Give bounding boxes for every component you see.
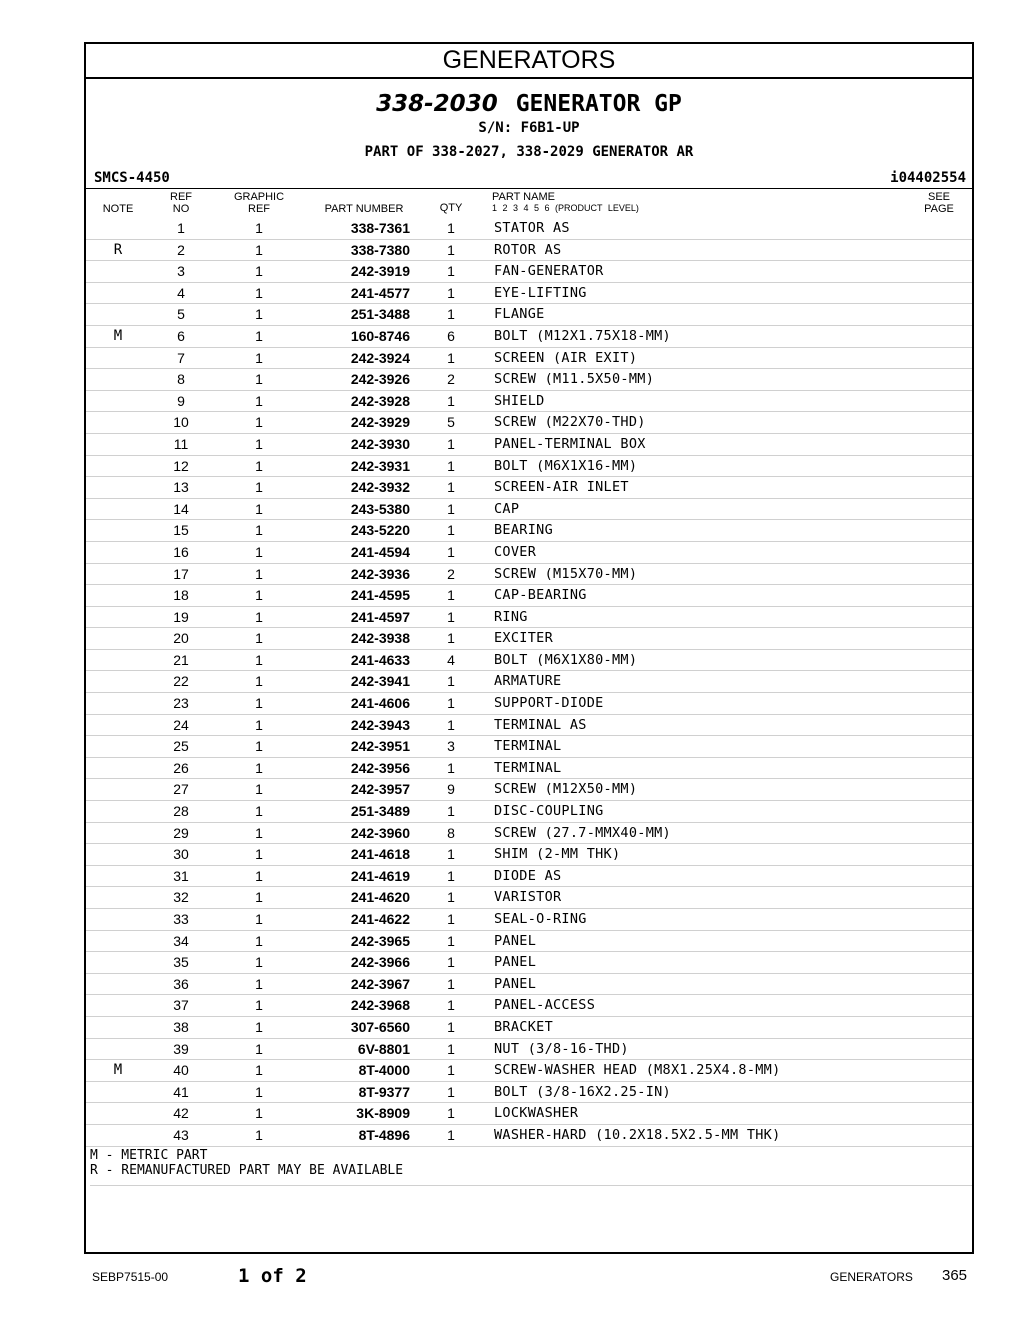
col-graphic-bottom: REF — [248, 203, 270, 215]
part-ref-no: 9 — [177, 392, 185, 409]
part-name: DIODE AS — [494, 867, 562, 884]
table-row — [86, 261, 972, 283]
table-row — [86, 952, 972, 974]
part-qty: 1 — [447, 1105, 455, 1122]
part-graphic-ref: 1 — [255, 695, 263, 712]
part-number: 242-3938 — [350, 630, 410, 647]
part-graphic-ref: 1 — [255, 1018, 263, 1035]
part-qty: 1 — [447, 608, 455, 625]
part-number: 241-4633 — [350, 651, 410, 668]
table-row — [86, 391, 972, 413]
part-ref-no: 5 — [177, 306, 185, 323]
part-qty: 1 — [447, 220, 455, 236]
part-name: FLANGE — [494, 306, 545, 323]
part-ref-no: 30 — [173, 846, 189, 863]
part-ref-no: 19 — [173, 608, 189, 625]
table-row — [86, 456, 972, 478]
part-qty: 1 — [447, 867, 455, 884]
table-row — [86, 326, 972, 348]
part-name: EYE-LIFTING — [494, 284, 587, 301]
table-row — [86, 736, 972, 758]
col-part-number: PART NUMBER — [324, 203, 404, 215]
part-qty: 1 — [447, 1126, 455, 1143]
table-row — [86, 1125, 972, 1147]
part-name: SCREW (M22X70-THD) — [494, 414, 646, 431]
part-qty: 1 — [447, 716, 455, 733]
col-see-bottom: PAGE — [924, 203, 954, 215]
part-number: 242-3930 — [350, 435, 410, 452]
smcs-row — [86, 168, 972, 189]
part-name: SCREW (M12X50-MM) — [494, 781, 638, 798]
table-row — [86, 931, 972, 953]
part-qty: 1 — [447, 435, 455, 452]
part-number: 242-3941 — [350, 673, 410, 690]
table-row — [86, 1103, 972, 1125]
part-graphic-ref: 1 — [255, 911, 263, 927]
part-number: 8T-4000 — [358, 1062, 410, 1079]
part-qty: 1 — [447, 587, 455, 604]
part-qty: 1 — [447, 630, 455, 647]
part-number: 241-4620 — [350, 889, 410, 906]
group-title — [86, 89, 972, 119]
part-name: LOCKWASHER — [494, 1105, 579, 1122]
part-graphic-ref: 1 — [255, 522, 263, 539]
part-ref-no: 14 — [173, 500, 189, 517]
part-name: PANEL — [494, 954, 537, 971]
part-qty: 1 — [447, 911, 455, 927]
part-ref-no: 41 — [173, 1083, 189, 1100]
part-qty: 1 — [447, 392, 455, 409]
group-name: GENERATOR GP — [515, 91, 682, 117]
part-name: NUT (3/8-16-THD) — [494, 1040, 629, 1057]
part-graphic-ref: 1 — [255, 975, 263, 992]
table-row — [86, 304, 972, 326]
part-qty: 1 — [447, 543, 455, 560]
part-graphic-ref: 1 — [255, 889, 263, 906]
part-graphic-ref: 1 — [255, 327, 263, 344]
footer-section: GENERATORS — [830, 1270, 913, 1284]
part-ref-no: 39 — [173, 1040, 189, 1057]
part-ref-no: 13 — [173, 479, 189, 496]
part-ref-no: 20 — [173, 630, 189, 647]
part-qty: 1 — [447, 457, 455, 474]
part-graphic-ref: 1 — [255, 1062, 263, 1079]
col-part-name: PART NAME — [492, 191, 555, 203]
part-name: SCREW (M11.5X50-MM) — [494, 371, 655, 388]
part-ref-no: 2 — [177, 241, 185, 258]
part-graphic-ref: 1 — [255, 738, 263, 755]
part-qty: 1 — [447, 1040, 455, 1057]
table-row — [86, 564, 972, 586]
part-graphic-ref: 1 — [255, 220, 263, 236]
part-ref-no: 3 — [177, 263, 185, 280]
part-graphic-ref: 1 — [255, 479, 263, 496]
part-ref-no: 16 — [173, 543, 189, 560]
part-name: PANEL — [494, 975, 537, 992]
table-row — [86, 995, 972, 1017]
part-graphic-ref: 1 — [255, 846, 263, 863]
part-name: SCREEN (AIR EXIT) — [494, 349, 638, 366]
part-number: 242-3968 — [350, 997, 410, 1014]
table-row — [86, 1082, 972, 1104]
part-qty: 1 — [447, 1018, 455, 1035]
part-graphic-ref: 1 — [255, 435, 263, 452]
page-footer — [0, 1262, 1020, 1292]
part-number: 241-4577 — [350, 284, 410, 301]
table-row — [86, 499, 972, 521]
part-name: VARISTOR — [494, 889, 562, 906]
part-name: COVER — [494, 543, 537, 560]
part-name: FAN-GENERATOR — [494, 263, 604, 280]
part-number: 251-3488 — [350, 306, 410, 323]
table-row — [86, 887, 972, 909]
part-qty: 1 — [447, 241, 455, 258]
part-number: 241-4618 — [350, 846, 410, 863]
part-graphic-ref: 1 — [255, 1083, 263, 1100]
part-qty: 2 — [447, 371, 455, 388]
part-graphic-ref: 1 — [255, 824, 263, 841]
part-name: ROTOR AS — [494, 241, 562, 258]
part-name: SHIM (2-MM THK) — [494, 846, 621, 863]
part-graphic-ref: 1 — [255, 781, 263, 798]
part-qty: 8 — [447, 824, 455, 841]
part-name: SCREW-WASHER HEAD (M8X1.25X4.8-MM) — [494, 1062, 781, 1079]
part-graphic-ref: 1 — [255, 1126, 263, 1143]
serial-number: S/N: F6B1-UP — [478, 120, 580, 136]
part-graphic-ref: 1 — [255, 263, 263, 280]
part-ref-no: 18 — [173, 587, 189, 604]
parts-list — [86, 218, 972, 1147]
parts-page-frame — [84, 42, 974, 1254]
part-qty: 1 — [447, 759, 455, 776]
table-row — [86, 650, 972, 672]
part-ref-no: 29 — [173, 824, 189, 841]
part-qty: 1 — [447, 306, 455, 323]
part-of-line: PART OF 338-2027, 338-2029 GENERATOR AR — [364, 144, 694, 160]
part-ref-no: 28 — [173, 803, 189, 820]
part-name: PANEL-ACCESS — [494, 997, 596, 1014]
table-row — [86, 585, 972, 607]
part-number: 243-5380 — [350, 500, 410, 517]
part-number: 241-4594 — [350, 543, 410, 560]
part-ref-no: 32 — [173, 889, 189, 906]
table-row — [86, 240, 972, 262]
footer-doc-number: SEBP7515-00 — [92, 1270, 169, 1284]
part-ref-no: 6 — [177, 327, 185, 344]
part-qty: 1 — [447, 695, 455, 712]
part-number: 251-3489 — [350, 803, 410, 820]
part-name: TERMINAL — [494, 738, 562, 755]
part-qty: 1 — [447, 997, 455, 1014]
part-ref-no: 36 — [173, 975, 189, 992]
part-number: 242-3957 — [350, 781, 410, 798]
part-note: M — [113, 327, 123, 344]
part-number: 6V-8801 — [357, 1040, 410, 1057]
part-number: 242-3943 — [350, 716, 410, 733]
part-qty: 1 — [447, 975, 455, 992]
part-qty: 1 — [447, 500, 455, 517]
part-graphic-ref: 1 — [255, 306, 263, 323]
legend-metric: M - METRIC PART — [90, 1148, 208, 1163]
part-qty: 1 — [447, 673, 455, 690]
part-qty: 1 — [447, 263, 455, 280]
part-ref-no: 35 — [173, 954, 189, 971]
part-name: SUPPORT-DIODE — [494, 695, 604, 712]
table-row — [86, 520, 972, 542]
part-number: 242-3956 — [350, 759, 410, 776]
table-row — [86, 909, 972, 931]
table-row — [86, 477, 972, 499]
table-row — [86, 369, 972, 391]
part-ref-no: 10 — [173, 414, 189, 431]
part-name: CAP-BEARING — [494, 587, 587, 604]
part-number: 242-3966 — [350, 954, 410, 971]
part-name: STATOR AS — [494, 220, 570, 236]
table-row — [86, 671, 972, 693]
part-name: SCREW (27.7-MMX40-MM) — [494, 824, 671, 841]
col-product-level: 1 2 3 4 5 6 (PRODUCT LEVEL) — [492, 203, 639, 213]
part-name: SEAL-O-RING — [494, 911, 587, 927]
part-qty: 9 — [447, 781, 455, 798]
part-qty: 3 — [447, 738, 455, 755]
part-number: 242-3932 — [350, 479, 410, 496]
part-ref-no: 12 — [173, 457, 189, 474]
part-graphic-ref: 1 — [255, 349, 263, 366]
part-name: BOLT (M6X1X16-MM) — [494, 457, 638, 474]
part-ref-no: 23 — [173, 695, 189, 712]
table-row — [86, 866, 972, 888]
part-ref-no: 26 — [173, 759, 189, 776]
section-title: GENERATORS — [86, 44, 972, 79]
part-graphic-ref: 1 — [255, 284, 263, 301]
part-name: SHIELD — [494, 392, 545, 409]
col-see-top: SEE — [927, 191, 950, 203]
part-graphic-ref: 1 — [255, 954, 263, 971]
part-number: 242-3965 — [350, 932, 410, 949]
part-name: TERMINAL AS — [494, 716, 587, 733]
part-graphic-ref: 1 — [255, 457, 263, 474]
col-qty: QTY — [439, 202, 463, 214]
table-row — [86, 412, 972, 434]
part-number: 242-3967 — [350, 975, 410, 992]
part-graphic-ref: 1 — [255, 997, 263, 1014]
part-qty: 1 — [447, 479, 455, 496]
part-name: PANEL — [494, 932, 537, 949]
part-number: 242-3936 — [350, 565, 410, 582]
part-graphic-ref: 1 — [255, 1105, 263, 1122]
part-graphic-ref: 1 — [255, 608, 263, 625]
part-number: 8T-9377 — [358, 1083, 410, 1100]
part-ref-no: 15 — [173, 522, 189, 539]
part-note: R — [113, 241, 123, 258]
part-number: 241-4622 — [350, 911, 410, 927]
table-row — [86, 607, 972, 629]
part-graphic-ref: 1 — [255, 932, 263, 949]
table-row — [86, 283, 972, 305]
part-graphic-ref: 1 — [255, 241, 263, 258]
part-ref-no: 42 — [173, 1105, 189, 1122]
part-number: 243-5220 — [350, 522, 410, 539]
table-row — [86, 434, 972, 456]
part-qty: 1 — [447, 349, 455, 366]
part-graphic-ref: 1 — [255, 716, 263, 733]
part-number: 242-3924 — [350, 349, 410, 366]
part-graphic-ref: 1 — [255, 867, 263, 884]
table-row — [86, 758, 972, 780]
part-number: 241-4595 — [350, 587, 410, 604]
part-qty: 1 — [447, 889, 455, 906]
part-name: ARMATURE — [494, 673, 562, 690]
part-qty: 1 — [447, 932, 455, 949]
part-name: BOLT (M6X1X80-MM) — [494, 651, 638, 668]
part-ref-no: 38 — [173, 1018, 189, 1035]
col-graphic-top: GRAPHIC — [233, 191, 285, 203]
col-note: NOTE — [102, 203, 134, 215]
table-row — [86, 542, 972, 564]
part-number: 242-3931 — [350, 457, 410, 474]
table-row — [86, 974, 972, 996]
part-name: SCREW (M15X70-MM) — [494, 565, 638, 582]
part-number: 3K-8909 — [356, 1105, 410, 1122]
part-graphic-ref: 1 — [255, 630, 263, 647]
legend-reman: R - REMANUFACTURED PART MAY BE AVAILABLE — [90, 1163, 404, 1178]
part-ref-no: 31 — [173, 867, 189, 884]
part-graphic-ref: 1 — [255, 673, 263, 690]
part-ref-no: 11 — [173, 435, 189, 452]
part-number: 242-3929 — [350, 414, 410, 431]
part-name: BEARING — [494, 522, 553, 539]
part-qty: 5 — [447, 414, 455, 431]
part-graphic-ref: 1 — [255, 565, 263, 582]
part-ref-no: 34 — [173, 932, 189, 949]
part-name: WASHER-HARD (10.2X18.5X2.5-MM THK) — [494, 1126, 781, 1143]
part-graphic-ref: 1 — [255, 587, 263, 604]
part-ref-no: 17 — [173, 565, 189, 582]
table-row — [86, 218, 972, 240]
part-number: 242-3951 — [350, 738, 410, 755]
footer-page-of: 1 of 2 — [238, 1265, 307, 1287]
part-name: PANEL-TERMINAL BOX — [494, 435, 646, 452]
group-number: 338-2030 — [376, 91, 498, 117]
part-number: 242-3926 — [350, 371, 410, 388]
table-row — [86, 1060, 972, 1082]
part-qty: 1 — [447, 1062, 455, 1079]
part-graphic-ref: 1 — [255, 759, 263, 776]
part-qty: 1 — [447, 522, 455, 539]
table-row — [86, 801, 972, 823]
part-ref-no: 37 — [173, 997, 189, 1014]
part-qty: 1 — [447, 803, 455, 820]
footer-page-number: 365 — [942, 1267, 968, 1284]
table-row — [86, 823, 972, 845]
table-row — [86, 693, 972, 715]
part-qty: 1 — [447, 954, 455, 971]
table-row — [86, 715, 972, 737]
part-qty: 2 — [447, 565, 455, 582]
part-ref-no: 1 — [177, 220, 185, 236]
part-ref-no: 43 — [173, 1126, 189, 1143]
part-ref-no: 33 — [173, 911, 189, 927]
part-graphic-ref: 1 — [255, 371, 263, 388]
part-name: TERMINAL — [494, 759, 562, 776]
part-name: DISC-COUPLING — [494, 803, 604, 820]
part-name: CAP — [494, 500, 520, 517]
smcs-code: SMCS-4450 — [94, 170, 170, 186]
part-number: 241-4619 — [350, 867, 410, 884]
part-name: SCREEN-AIR INLET — [494, 479, 629, 496]
part-ref-no: 8 — [177, 371, 185, 388]
part-ref-no: 27 — [173, 781, 189, 798]
part-ref-no: 4 — [177, 284, 185, 301]
part-name: BOLT (3/8-16X2.25-IN) — [494, 1083, 671, 1100]
part-ref-no: 25 — [173, 738, 189, 755]
part-number: 242-3960 — [350, 824, 410, 841]
part-graphic-ref: 1 — [255, 392, 263, 409]
part-graphic-ref: 1 — [255, 803, 263, 820]
part-number: 307-6560 — [350, 1018, 410, 1035]
col-ref-top: REF — [170, 191, 192, 203]
part-graphic-ref: 1 — [255, 1040, 263, 1057]
table-row — [86, 348, 972, 370]
part-graphic-ref: 1 — [255, 651, 263, 668]
part-name: BOLT (M12X1.75X18-MM) — [494, 327, 671, 344]
part-number: 160-8746 — [350, 327, 410, 344]
part-number: 241-4606 — [350, 695, 410, 712]
part-ref-no: 22 — [173, 673, 189, 690]
part-number: 338-7361 — [350, 220, 410, 236]
column-headers — [86, 190, 972, 218]
part-name: RING — [494, 608, 528, 625]
part-qty: 1 — [447, 284, 455, 301]
legend — [90, 1148, 972, 1186]
part-number: 242-3928 — [350, 392, 410, 409]
part-qty: 1 — [447, 846, 455, 863]
part-number: 241-4597 — [350, 608, 410, 625]
table-row — [86, 844, 972, 866]
part-number: 338-7380 — [350, 241, 410, 258]
part-qty: 1 — [447, 1083, 455, 1100]
part-ref-no: 21 — [173, 651, 189, 668]
table-row — [86, 1039, 972, 1061]
part-qty: 4 — [447, 651, 455, 668]
table-row — [86, 779, 972, 801]
part-qty: 6 — [447, 327, 455, 344]
part-note: M — [113, 1062, 123, 1079]
col-ref-bottom: NO — [172, 203, 190, 215]
part-ref-no: 24 — [173, 716, 189, 733]
part-graphic-ref: 1 — [255, 543, 263, 560]
part-graphic-ref: 1 — [255, 500, 263, 517]
part-name: BRACKET — [494, 1018, 553, 1035]
table-row — [86, 1017, 972, 1039]
part-ref-no: 7 — [177, 349, 185, 366]
part-name: EXCITER — [494, 630, 553, 647]
part-number: 242-3919 — [350, 263, 410, 280]
illustration-id: i04402554 — [890, 170, 966, 186]
part-graphic-ref: 1 — [255, 414, 263, 431]
table-row — [86, 628, 972, 650]
part-number: 8T-4896 — [358, 1126, 410, 1143]
part-ref-no: 40 — [173, 1062, 189, 1079]
